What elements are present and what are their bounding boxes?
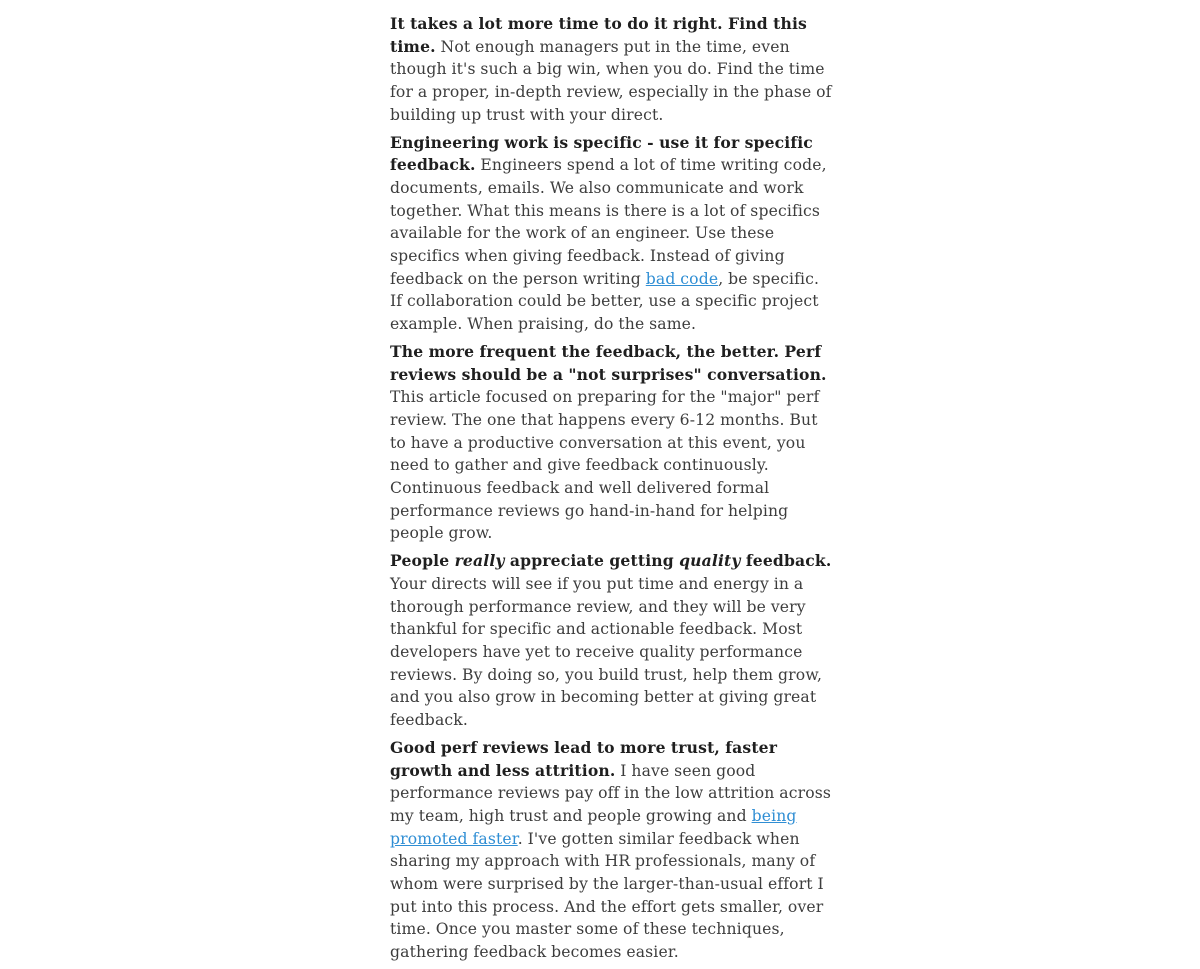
paragraph-body: I have seen good performance reviews pay off in the low attrition across my team, high trust and people growing and bbox=[390, 761, 832, 825]
article-body bbox=[390, 13, 836, 969]
paragraph-body: Engineers spend a lot of time writing code, documents, emails. We also communicate and work together. What this means is there is a lot of specifics available for the work of an engineer. Use these specifics when giving feedback. Instead of giving feedback on the person writing bbox=[390, 156, 827, 288]
paragraph-frequent-feedback bbox=[390, 341, 836, 545]
being-promoted-faster-link[interactable]: being promoted faster bbox=[390, 806, 797, 848]
paragraph-body: Not enough managers put in the time, even though it's such a big win, when you do. Find the time for a proper, in-depth review, especially in the phase of building up trust with your direct. bbox=[390, 37, 832, 124]
paragraph-lead: Engineering work is specific - use it for specific feedback. bbox=[390, 132, 813, 175]
paragraph-body-continued: , be specific. If collaboration could be better, use a specific project example. When praising, do the same. bbox=[390, 269, 820, 334]
paragraph-quality-feedback bbox=[390, 550, 836, 732]
paragraph-body-continued: . I've gotten similar feedback when sharing my approach with HR professionals, many of whom were surprised by the larger-than-usual effort I put into this process. And the effort gets smaller, over time. Once you master some of these techniques, gathering feedback becomes easier. bbox=[390, 829, 824, 962]
lead-part: People bbox=[390, 551, 450, 571]
bad-code-link[interactable]: bad code bbox=[645, 269, 719, 288]
paragraph-body: Your directs will see if you put time and energy in a thorough performance review, and they will be very thankful for specific and actionable feedback. Most developers have yet to receive quality performance reviews. By doing so, you build trust, help them grow, and you also grow in becoming better at giving great feedback. bbox=[390, 574, 823, 730]
paragraph-find-time bbox=[390, 13, 836, 127]
paragraph-trust-growth bbox=[390, 737, 836, 964]
paragraph-lead: Good perf reviews lead to more trust, faster growth and less attrition. bbox=[390, 737, 778, 780]
lead-emphasis: quality bbox=[679, 551, 741, 571]
lead-emphasis: really bbox=[454, 551, 505, 571]
lead-part: feedback. bbox=[745, 551, 832, 571]
paragraph-lead: The more frequent the feedback, the better. Perf reviews should be a "not surprises" conversation. bbox=[390, 341, 827, 384]
paragraph-specific-feedback bbox=[390, 132, 836, 336]
paragraph-lead bbox=[390, 551, 831, 570]
lead-part: appreciate getting bbox=[509, 551, 674, 571]
paragraph-body: This article focused on preparing for the "major" perf review. The one that happens every 6-12 months. But to have a productive conversation at this event, you need to gather and give feedback continuously. Continuous feedback and well delivered formal performance reviews go hand-in-hand for helping people grow. bbox=[390, 388, 820, 543]
paragraph-lead: It takes a lot more time to do it right. Find this time. bbox=[390, 14, 807, 56]
